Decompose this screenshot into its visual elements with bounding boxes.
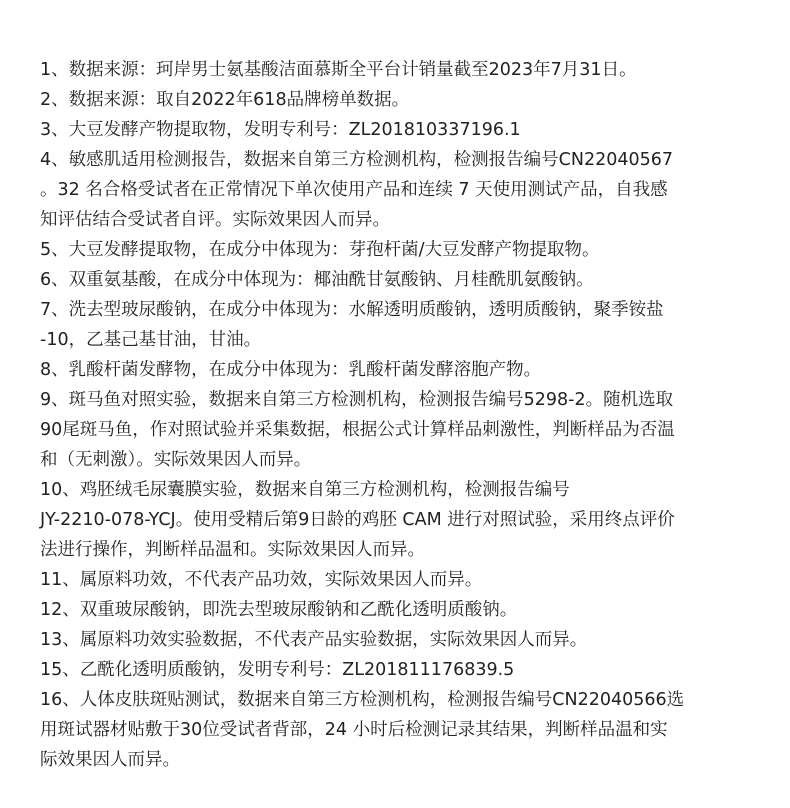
note-line-13: 90尾斑马鱼，作对照试验并采集数据，根据公式计算样品刺激性，判断样品为否温 [40, 420, 675, 440]
note-line-20: 13、属原料功效实验数据，不代表产品实验数据，实际效果因人而异。 [40, 630, 588, 650]
note-line-23: 用斑试器材贴敷于30位受试者背部，24 小时后检测记录其结果，判断样品温和实 [40, 720, 668, 740]
note-line-19: 12、双重玻尿酸钠，即洗去型玻尿酸钠和乙酰化透明质酸钠。 [40, 600, 518, 620]
note-line-11: 8、乳酸杆菌发酵物，在成分中体现为：乳酸杆菌发酵溶胞产物。 [40, 360, 542, 380]
note-line-9: 7、洗去型玻尿酸钠，在成分中体现为：水解透明质酸钠，透明质酸钠，聚季铵盐 [40, 300, 664, 320]
note-line-18: 11、属原料功效，不代表产品功效，实际效果因人而异。 [40, 570, 483, 590]
note-line-6: 知评估结合受试者自评。实际效果因人而异。 [40, 210, 390, 230]
note-line-21: 15、乙酰化透明质酸钠，发明专利号：ZL201811176839.5 [40, 660, 515, 680]
note-line-14: 和（无刺激）。实际效果因人而异。 [40, 450, 312, 470]
note-line-24: 际效果因人而异。 [40, 750, 180, 770]
note-line-10: -10，乙基己基甘油，甘油。 [40, 330, 262, 350]
note-line-4: 4、敏感肌适用检测报告，数据来自第三方检测机构，检测报告编号CN22040567 [40, 150, 674, 170]
note-line-1: 1、数据来源：珂岸男士氨基酸洁面慕斯全平台计销量截至2023年7月31日。 [40, 60, 637, 80]
note-line-3: 3、大豆发酵产物提取物，发明专利号：ZL201810337196.1 [40, 120, 521, 140]
note-line-2: 2、数据来源：取自2022年618品牌榜单数据。 [40, 90, 410, 110]
note-line-16: JY-2210-078-YCJ。使用受精后第9日龄的鸡胚 CAM 进行对照试验，采用终点评价 [40, 510, 675, 530]
note-line-5: 。32 名合格受试者在正常情况下单次使用产品和连续 7 天使用测试产品，自我感 [40, 180, 668, 200]
note-line-7: 5、大豆发酵提取物，在成分中体现为：芽孢杆菌/大豆发酵产物提取物。 [40, 240, 600, 260]
note-line-17: 法进行操作，判断样品温和。实际效果因人而异。 [40, 540, 425, 560]
note-line-22: 16、人体皮肤斑贴测试，数据来自第三方检测机构，检测报告编号CN22040566选 [40, 690, 685, 710]
note-line-15: 10、鸡胚绒毛尿囊膜实验，数据来自第三方检测机构，检测报告编号 [40, 480, 570, 500]
note-line-12: 9、斑马鱼对照实验，数据来自第三方检测机构，检测报告编号5298-2。随机选取 [40, 390, 674, 410]
note-line-8: 6、双重氨基酸，在成分中体现为：椰油酰甘氨酸钠、月桂酰肌氨酸钠。 [40, 270, 594, 290]
